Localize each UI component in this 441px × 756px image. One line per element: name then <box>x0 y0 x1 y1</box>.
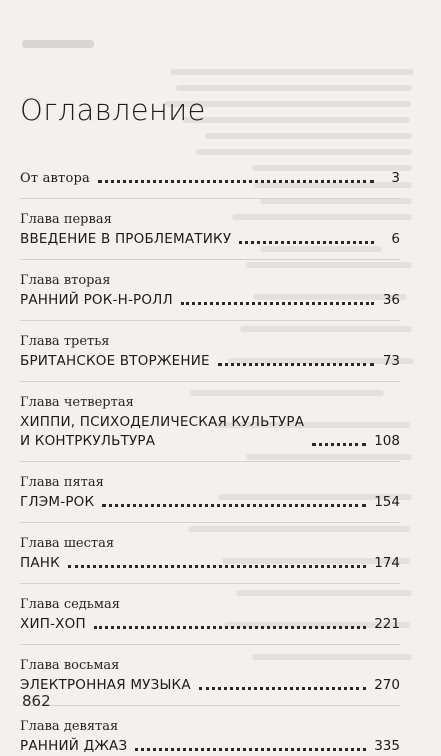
toc-entry-title <box>20 615 86 634</box>
toc-entry-row <box>20 291 400 310</box>
chapter-title-line: ГЛЭМ-РОК <box>20 494 95 510</box>
toc-entry-title <box>20 413 304 451</box>
toc-entry-page-number: 270 <box>374 677 400 693</box>
toc-entry-chapter-1 <box>20 211 400 249</box>
toc-entry-page-number: 221 <box>374 616 400 632</box>
chapter-label: Глава седьмая <box>20 597 120 612</box>
dot-leader <box>218 362 374 366</box>
page-title: Оглавление <box>20 93 206 127</box>
chapter-title-line: И КОНТРКУЛЬТУРА <box>20 433 156 449</box>
chapter-label: Глава девятая <box>20 719 119 734</box>
toc-entry-row <box>20 676 400 695</box>
toc-entry-title: От автора <box>20 171 90 186</box>
dot-leader <box>68 564 366 568</box>
chapter-label: Глава шестая <box>20 536 115 551</box>
entry-separator <box>20 644 400 645</box>
entry-separator <box>20 522 400 523</box>
toc-entry-page-number: 174 <box>374 555 400 571</box>
chapter-label: Глава первая <box>20 212 112 227</box>
chapter-title-line: РАННИЙ РОК-Н-РОЛЛ <box>20 292 173 308</box>
chapter-label: Глава пятая <box>20 475 104 490</box>
toc-entry-page-number: 154 <box>374 494 400 510</box>
chapter-title-line: БРИТАНСКОЕ ВТОРЖЕНИЕ <box>20 353 210 369</box>
dot-leader <box>181 301 374 305</box>
chapter-label: Глава четвертая <box>20 395 134 410</box>
toc-entry-row <box>20 615 400 634</box>
entry-separator <box>20 320 400 321</box>
chapter-title-line: ХИППИ, ПСИХОДЕЛИЧЕСКАЯ КУЛЬТУРА <box>20 414 305 430</box>
toc-entry-title <box>20 737 127 756</box>
entry-separator <box>20 705 400 706</box>
toc-entry-chapter-9 <box>20 718 400 756</box>
entry-separator <box>20 198 400 199</box>
toc-entry-page-number: 3 <box>391 170 400 186</box>
entry-separator <box>20 381 400 382</box>
dot-leader <box>102 503 366 507</box>
toc-entry-chapter-2 <box>20 272 400 310</box>
toc-entry-row <box>20 230 400 249</box>
dot-leader <box>312 442 366 446</box>
dot-leader <box>94 625 366 629</box>
toc-entry-row <box>20 352 400 371</box>
toc-entry-title <box>20 230 231 249</box>
toc-entry-row <box>20 737 400 756</box>
toc-entry-title <box>20 291 173 310</box>
toc-entry-chapter-4 <box>20 394 400 451</box>
dot-leader <box>98 179 374 183</box>
page-header-mark <box>22 40 94 48</box>
chapter-title-line: ЭЛЕКТРОННАЯ МУЗЫКА <box>20 677 191 693</box>
entry-separator <box>20 583 400 584</box>
toc-entry-chapter-8 <box>20 657 400 695</box>
toc-entry-chapter-7 <box>20 596 400 634</box>
chapter-title-line: РАННИЙ ДЖАЗ <box>20 738 128 754</box>
chapter-title-line: ПАНК <box>20 555 60 571</box>
chapter-label: Глава восьмая <box>20 658 120 673</box>
dot-leader <box>239 240 374 244</box>
toc-entry-row <box>20 554 400 573</box>
toc-entry-page-number: 6 <box>391 231 400 247</box>
toc-entry-title <box>20 554 60 573</box>
chapter-title-line: ХИП-ХОП <box>20 616 86 632</box>
toc-entry-page-number: 335 <box>374 738 400 754</box>
dot-leader <box>135 747 366 751</box>
table-of-contents <box>20 169 400 756</box>
chapter-title-line: ВВЕДЕНИЕ В ПРОБЛЕМАТИКУ <box>20 231 232 247</box>
toc-entry-row <box>20 493 400 512</box>
toc-entry-author <box>20 169 400 188</box>
entry-separator <box>20 461 400 462</box>
toc-entry-page-number: 108 <box>374 433 400 449</box>
entry-separator <box>20 259 400 260</box>
chapter-label: Глава вторая <box>20 273 111 288</box>
toc-entry-title <box>20 352 210 371</box>
toc-entry-page-number: 36 <box>382 292 400 308</box>
chapter-label: Глава третья <box>20 334 110 349</box>
toc-entry-title <box>20 493 94 512</box>
toc-entry-chapter-5 <box>20 474 400 512</box>
toc-entry-row <box>20 169 400 188</box>
page-number-footer: 862 <box>22 692 51 710</box>
toc-entry-page-number: 73 <box>382 353 400 369</box>
toc-entry-chapter-3 <box>20 333 400 371</box>
toc-entry-chapter-6 <box>20 535 400 573</box>
dot-leader <box>199 686 366 690</box>
toc-entry-row <box>20 413 400 451</box>
